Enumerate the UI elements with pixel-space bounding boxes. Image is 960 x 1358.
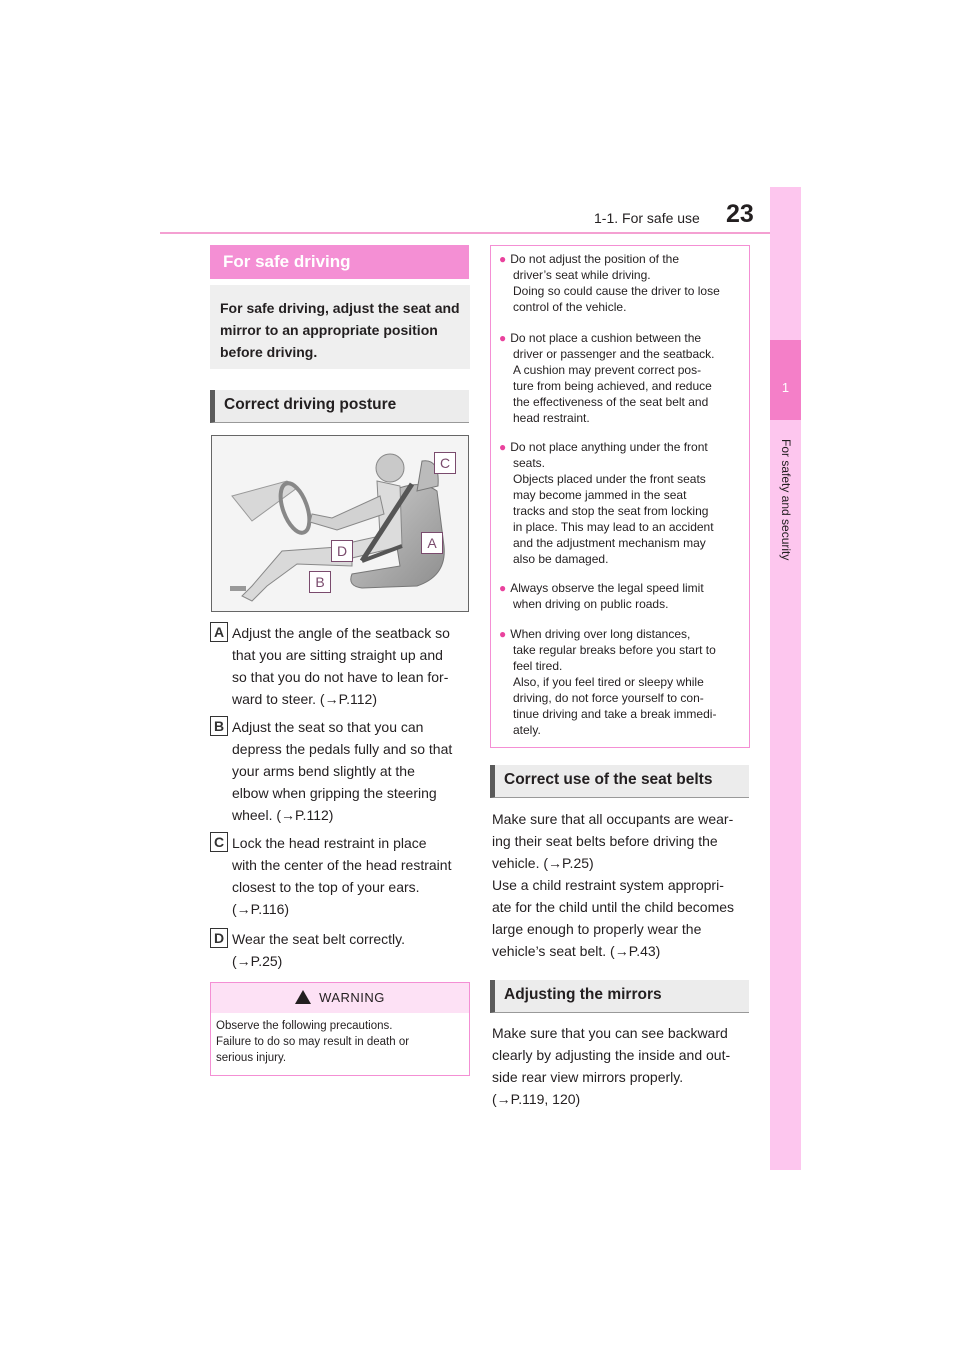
chapter-number-tab xyxy=(770,340,801,420)
header-divider xyxy=(160,232,770,234)
precautions-box xyxy=(490,245,750,748)
precaution-item: ● When driving over long distances, take regular breaks before you start to feel tired. Also, if you feel tired or sleepy while driving, do not force yourself to con- tinue driving and take a break immedi- ately. xyxy=(499,627,717,737)
seat-belts-heading xyxy=(490,765,749,798)
figure-label-b: B xyxy=(309,571,331,593)
posture-item-d xyxy=(210,928,470,972)
item-label-a: A xyxy=(210,622,228,642)
item-text-c: Lock the head restraint in place with the center of the head restraint closest to the top of your ears. (→P.116) xyxy=(232,835,452,917)
posture-heading xyxy=(210,390,469,423)
figure-label-c: C xyxy=(434,452,456,474)
chapter-side-tab xyxy=(770,187,801,1170)
figure-label-a: A xyxy=(421,532,443,554)
item-label-b: B xyxy=(210,716,228,736)
figure-label-d: D xyxy=(331,540,353,562)
item-text-d: Wear the seat belt correctly. (→P.25) xyxy=(232,931,405,969)
warning-header xyxy=(211,983,469,1013)
precaution-item: ● Do not place anything under the front seats. Objects placed under the front seats may become jammed in the seat tracks and stop the seat from locking in place. This may lead to an accident and the adjustment mechanism may also be damaged. xyxy=(499,440,714,566)
precaution-item: ● Do not place a cushion between the driver or passenger and the seatback. A cushion may prevent correct pos- ture from being achieved, and reduce the effectiveness of the seat belt and head restraint. xyxy=(499,331,715,425)
posture-item-c xyxy=(210,832,470,920)
driving-posture-figure xyxy=(211,435,469,612)
bullet-icon: ● xyxy=(499,252,507,266)
item-text-a: Adjust the angle of the seatback so that you are sitting straight up and so that you do not have to lean for- ward to steer. (→P.112) xyxy=(232,625,450,707)
warning-box xyxy=(210,982,470,1076)
item-label-c: C xyxy=(210,832,228,852)
bullet-icon: ● xyxy=(499,627,507,641)
mirrors-heading-text: Adjusting the mirrors xyxy=(504,986,662,1003)
page-number: 23 xyxy=(726,200,754,228)
bullet-icon: ● xyxy=(499,581,507,595)
main-title-banner xyxy=(210,245,469,279)
bullet-icon: ● xyxy=(499,440,507,454)
warning-triangle-icon xyxy=(295,990,311,1004)
chapter-number: 1 xyxy=(781,380,790,395)
section-reference: 1-1. For safe use xyxy=(594,210,700,226)
posture-item-b xyxy=(210,716,470,826)
precaution-item: ● Do not adjust the position of the driver’s seat while driving. Doing so could cause the driver to lose control of the vehicle. xyxy=(499,252,720,314)
mirrors-text: Make sure that you can see backward clearly by adjusting the inside and out- side rear view mirrors properly. (→P.119, 120) xyxy=(492,1025,731,1107)
chapter-title: For safety and security xyxy=(779,439,793,561)
bullet-icon: ● xyxy=(499,331,507,345)
item-text-b: Adjust the seat so that you can depress the pedals fully and so that your arms bend slightly at the elbow when gripping the steering wheel. (→P.112) xyxy=(232,719,453,823)
mirrors-heading xyxy=(490,980,749,1013)
intro-text: For safe driving, adjust the seat and mirror to an appropriate position before driving. xyxy=(220,300,460,360)
precaution-item: ● Always observe the legal speed limit when driving on public roads. xyxy=(499,581,704,611)
posture-heading-text: Correct driving posture xyxy=(224,396,397,413)
intro-box xyxy=(210,285,470,369)
seat-belts-text: Make sure that all occupants are wear- ing their seat belts before driving the vehicle. (→P.25) Use a child restraint system appropri- ate for the child until the child becomes large enough to properly wear the vehicle’s seat belt. (→P.43) xyxy=(492,811,735,959)
posture-item-a xyxy=(210,622,470,710)
warning-body: Observe the following precautions. Failure to do so may result in death or serious injury. xyxy=(216,1020,410,1064)
main-title: For safe driving xyxy=(223,252,351,271)
warning-title: WARNING xyxy=(319,990,385,1005)
driver-seat-illustration xyxy=(212,436,468,611)
seat-belts-heading-text: Correct use of the seat belts xyxy=(504,771,713,788)
item-label-d: D xyxy=(210,928,228,948)
